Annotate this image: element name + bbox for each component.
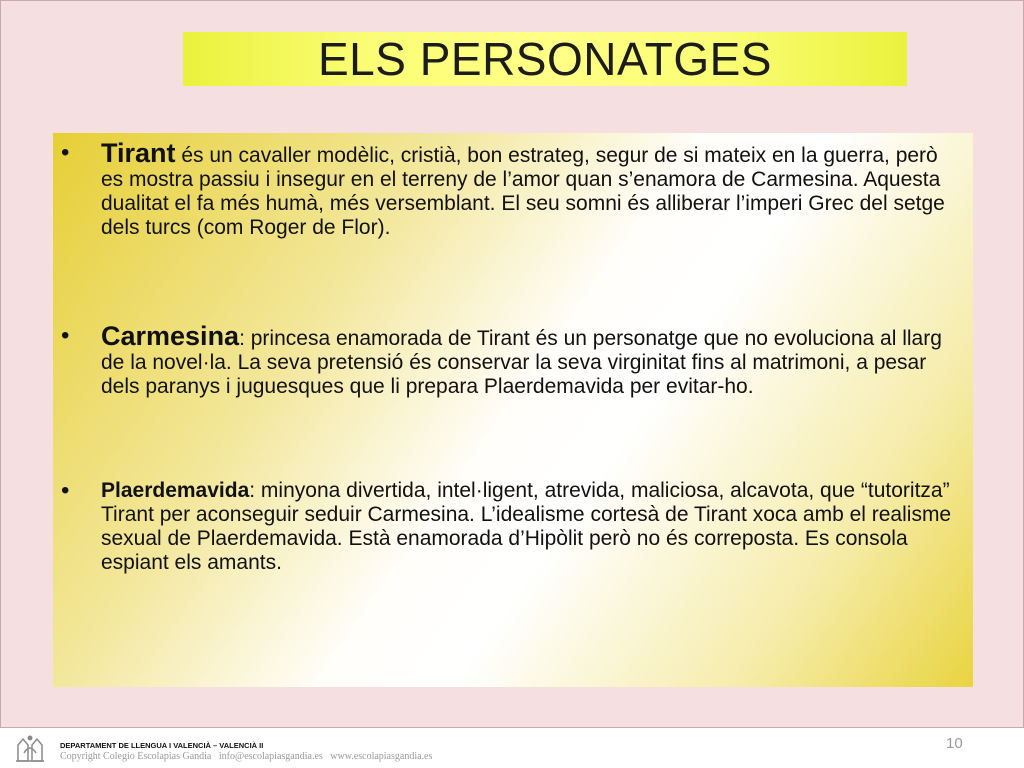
- character-description: : minyona divertida, intel·ligent, atrevida, maliciosa, alcavota, que “tutoritza” Tirant per aconseguir seduir Carmesina. L’idealisme cortesà de Tirant xoca amb el realisme sexual de Plaerdemavida. Està enamorada d’Hipòlit però no és correposta. Es consola espiant els amants.: [101, 479, 952, 574]
- copyright-line: [60, 751, 437, 762]
- bullet-dot: •: [61, 477, 70, 504]
- character-name: Carmesina: [101, 321, 240, 351]
- bullet-dot: •: [61, 139, 70, 166]
- slide-title: ELS PERSONATGES: [317, 33, 772, 85]
- character-name: Plaerdemavida: [101, 479, 250, 502]
- bullet-text: [101, 479, 956, 575]
- character-description: : princesa enamorada de Tirant és un personatge que no evoluciona al llarg de la novel·la. La seva pretensió és conservar la seva virginitat fins al matrimoni, a pesar dels paranys i juguesques que li prepara Plaerdemavida per evitar-ho.: [101, 327, 942, 398]
- bullet-carmesina: [53, 321, 973, 399]
- bullet-plaerdemavida: [53, 479, 973, 575]
- page-number: 10: [946, 735, 963, 752]
- department-label: DEPARTAMENT DE LLENGUA I VALENCIÀ – VALENCIÀ II: [60, 741, 264, 750]
- website-link[interactable]: www.escolapiasgandia.es: [330, 751, 433, 762]
- character-description: és un cavaller modèlic, cristià, bon estrateg, segur de si mateix en la guerra, però es mostra passiu i insegur en el terreny de l’amor quan s’enamora de Carmesina. Aquesta dualitat el fa més humà, més versemblant. El seu somni és alliberar l’imperi Grec del setge dels turcs (com Roger de Flor).: [101, 144, 945, 239]
- school-crest-icon: [14, 733, 46, 763]
- email-link[interactable]: info@escolapiasgandia.es: [218, 751, 323, 762]
- bullet-tirant: [53, 138, 973, 240]
- bullet-text: [101, 321, 956, 399]
- bullet-dot: •: [61, 322, 70, 349]
- content-panel: [53, 133, 973, 687]
- title-banner: [183, 32, 907, 86]
- character-name: Tirant: [101, 138, 176, 168]
- copyright-text: Copyright Colegio Escolapias Gandia: [60, 751, 212, 762]
- bullet-text: [101, 138, 956, 240]
